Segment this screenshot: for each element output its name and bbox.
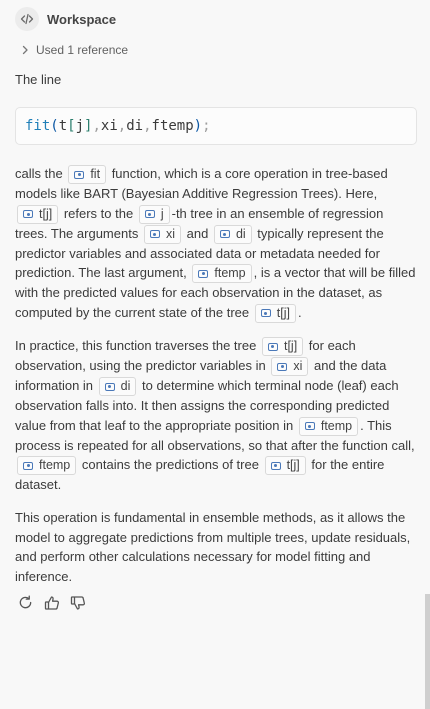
chevron-right-icon [21,45,29,55]
chip-label: t[j] [276,305,290,320]
symbol-chip-di[interactable] [214,225,252,244]
code-t: t [58,118,68,134]
symbol-chip-t-j[interactable] [262,337,303,356]
chip-label: ftemp [214,266,246,281]
thumbs-up-icon[interactable] [43,594,60,611]
symbol-chip-fit[interactable] [68,165,106,184]
text-span: . [297,304,302,320]
text-span: , is a vector that will be filled with the predicted values for each observation in the dataset, as computed by the current state of the tree [15,265,416,320]
explanation-paragraph-3: This operation is fundamental in ensemble methods, as it allows the model to aggregate predictions from multiple trees, update residuals, and perform other calculations necessary for model fitting and inference. [15,510,411,584]
symbol-chip-ftemp[interactable] [299,417,358,436]
text-span: typically represent the predictor variables and associated data or metadata needed for prediction. The last argument, [15,225,384,281]
symbol-chip-ftemp[interactable] [192,264,251,283]
symbol-chip-xi[interactable] [271,357,308,376]
text-span: refers to the [63,205,134,221]
symbol-chip-j[interactable] [139,205,170,224]
code-xi: xi [100,118,118,134]
text-span: . This process is repeated for all observations, so that after the function call, [15,417,415,453]
scrollbar[interactable] [425,594,430,709]
symbol-icon [271,462,281,470]
text-span: In practice, this function traverses the tree [15,338,257,353]
chip-label: t[j] [286,458,300,473]
explanation-paragraph-2 [15,336,418,495]
chip-label: t[j] [283,339,298,354]
chip-label: t[j] [39,206,53,221]
symbol-icon [220,230,230,238]
code-bracket-open: [ [67,118,76,134]
retry-icon[interactable] [17,594,34,611]
references-label: Used 1 reference [36,43,129,57]
text-span: and [186,225,209,241]
symbol-icon [23,210,33,218]
chip-label: ftemp [39,458,71,473]
thumbs-down-icon[interactable] [69,594,86,611]
text-span: for the entire dataset. [15,457,385,493]
chip-label: j [160,206,164,221]
code-j: j [75,118,85,134]
chip-label: fit [90,167,101,182]
symbol-chip-ftemp[interactable] [17,456,76,475]
chip-label: di [235,226,246,241]
symbol-icon [277,363,287,371]
code-semicolon: ; [202,118,211,134]
chip-label: di [120,379,131,394]
code-ftemp: ftemp [151,118,194,134]
symbol-icon [198,270,208,278]
code-block [15,107,417,145]
symbol-chip-t-j[interactable] [265,456,306,475]
explanation-paragraph-1 [15,164,418,323]
code-comma: , [143,118,152,134]
symbol-icon [261,309,271,317]
text-span: contains the predictions of tree [81,457,259,473]
text-span: calls the [15,166,63,181]
code-bracket-close: ] [84,118,93,134]
code-paren-open: ( [50,118,59,134]
symbol-icon [105,383,115,391]
symbol-chip-t-j[interactable] [17,205,58,224]
chip-label: ftemp [320,418,353,433]
code-comma: , [117,118,127,134]
symbol-icon [74,171,84,179]
text-span: for each observation, using the predictor variables in [15,338,356,374]
symbol-chip-t-j[interactable] [255,304,296,323]
code-fn: fit [25,118,51,134]
symbol-icon [268,343,278,351]
used-references-toggle[interactable] [21,43,128,57]
text-span: -th tree in an ensemble of regression trees. The arguments [15,205,384,241]
symbol-icon [305,422,315,430]
code-icon [15,7,39,31]
code-comma: , [92,118,101,134]
symbol-icon [145,210,155,218]
chip-label: xi [293,359,303,374]
symbol-icon [150,230,160,238]
workspace-title: Workspace [47,11,117,27]
symbol-chip-xi[interactable] [144,225,181,244]
workspace-header [15,7,116,31]
code-paren-close: ) [193,118,203,134]
intro-text: The line [15,72,62,87]
symbol-chip-di[interactable] [99,377,137,396]
code-di: di [126,118,144,134]
text-span: function, which is a core operation in tree-based models like BART (Bayesian Additive Regression Trees). Here, [15,166,388,202]
symbol-icon [23,462,33,470]
chip-label: xi [165,226,175,241]
text-span: and the data information in [15,358,387,394]
message-actions [17,594,86,611]
text-span: to determine which terminal node (leaf) each observation falls into. It then assigns the corresponding predicted value from that leaf to the appropriate position in [15,378,399,433]
